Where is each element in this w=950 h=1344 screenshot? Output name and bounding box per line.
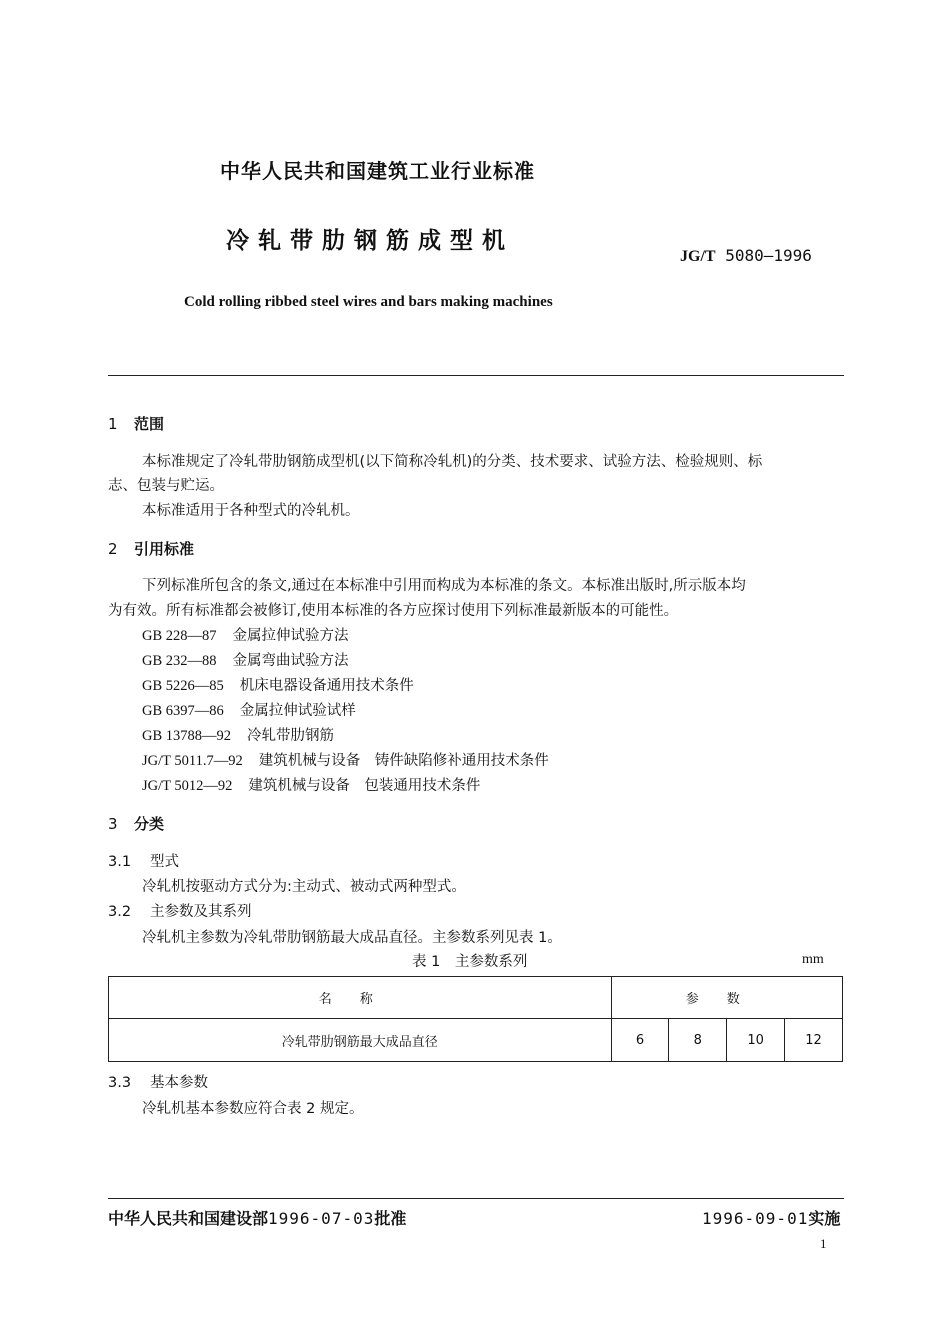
standard-number: [680, 246, 812, 266]
reference-name: 建筑机械与设备 包装通用技术条件: [248, 778, 481, 794]
subsection-3-1-heading: [108, 850, 179, 871]
reference-item: [142, 749, 549, 770]
reference-item: [142, 624, 349, 645]
reference-code: JG/T 5012—92: [142, 778, 233, 794]
value-cell: 8: [669, 1019, 727, 1062]
table-row: [109, 1019, 843, 1062]
issuing-org-heading: 中华人民共和国建筑工业行业标准: [220, 159, 535, 183]
approval-date: 1996-07-03: [268, 1209, 375, 1228]
english-title: Cold rolling ribbed steel wires and bars making machines: [184, 294, 553, 310]
reference-name: 金属弯曲试验方法: [232, 653, 349, 669]
table-1: [108, 976, 843, 1062]
reference-item: [142, 649, 349, 670]
subsection-3-1-text: 冷轧机按驱动方式分为:主动式、被动式两种型式。: [142, 879, 466, 895]
reference-item: [142, 724, 334, 745]
reference-item: [142, 674, 414, 695]
header-divider: [108, 375, 844, 376]
subsection-3-2-title: 主参数及其系列: [150, 904, 252, 920]
standard-code: 5080—1996: [725, 246, 812, 265]
value-cell: 10: [727, 1019, 785, 1062]
reference-name: 冷轧带肋钢筋: [247, 728, 335, 744]
reference-code: GB 228—87: [142, 628, 217, 644]
approval-line: [108, 1206, 406, 1229]
subsection-3-3-number: 3.3: [108, 1075, 132, 1091]
subsection-3-2-heading: [108, 900, 252, 921]
subsection-3-3-title: 基本参数: [150, 1075, 208, 1091]
subsection-3-2-number: 3.2: [108, 904, 132, 920]
reference-item: [142, 774, 480, 795]
implementation-suffix: 实施: [808, 1209, 841, 1228]
section-1-number: 1: [108, 415, 118, 433]
table-1-caption: 表 1 主参数系列: [412, 954, 528, 970]
footer-divider: [108, 1198, 844, 1199]
section-3-heading: [108, 813, 164, 834]
section-3-title: 分类: [134, 815, 165, 833]
header-params-label: 参数: [685, 992, 768, 1007]
table-header-row: [109, 977, 843, 1019]
header-name-label: 名称: [318, 992, 401, 1007]
value-cell: 12: [785, 1019, 843, 1062]
header-name-cell: [109, 977, 612, 1019]
subsection-3-3-text: 冷轧机基本参数应符合表 2 规定。: [142, 1101, 364, 1117]
reference-code: GB 13788—92: [142, 728, 232, 744]
subsection-3-2-text: 冷轧机主参数为冷轧带肋钢筋最大成品直径。主参数系列见表 1。: [142, 930, 562, 946]
approval-org: 中华人民共和国建设部: [108, 1209, 269, 1228]
section-2-title: 引用标准: [134, 540, 195, 558]
reference-code: GB 6397—86: [142, 703, 224, 719]
section-2-para-line-2: 为有效。所有标准都会被修订,使用本标准的各方应探讨使用下列标准最新版本的可能性。: [108, 603, 679, 619]
implementation-date: 1996-09-01: [702, 1209, 809, 1228]
implementation-line: [702, 1206, 840, 1229]
page-number: 1: [820, 1236, 827, 1251]
section-1-title: 范围: [134, 415, 165, 433]
reference-name: 机床电器设备通用技术条件: [239, 678, 414, 694]
section-3-number: 3: [108, 815, 118, 833]
reference-code: JG/T 5011.7—92: [142, 753, 243, 769]
section-2-para-line-1: 下列标准所包含的条文,通过在本标准中引用而构成为本标准的条文。本标准出版时,所示版本均: [142, 578, 746, 594]
subsection-3-3-heading: [108, 1071, 208, 1092]
section-2-heading: [108, 538, 194, 559]
section-1-para-2: 本标准适用于各种型式的冷轧机。: [142, 503, 360, 519]
section-1-para-1-line-1: 本标准规定了冷轧带肋钢筋成型机(以下简称冷轧机)的分类、技术要求、试验方法、检验规则、标: [142, 454, 763, 470]
reference-code: GB 232—88: [142, 653, 217, 669]
subsection-3-1-number: 3.1: [108, 854, 132, 870]
row-label-cell: 冷轧带肋钢筋最大成品直径: [109, 1019, 612, 1062]
value-cell: 6: [611, 1019, 669, 1062]
section-1-heading: [108, 413, 164, 434]
header-params-cell: [611, 977, 842, 1019]
document-title: 冷轧带肋钢筋成型机: [226, 228, 514, 254]
reference-code: GB 5226—85: [142, 678, 224, 694]
section-2-number: 2: [108, 540, 118, 558]
reference-name: 金属拉伸试验方法: [232, 628, 349, 644]
reference-item: [142, 699, 356, 720]
approval-suffix: 批准: [374, 1209, 407, 1228]
table-1-unit: mm: [802, 952, 824, 967]
reference-name: 建筑机械与设备 铸件缺陷修补通用技术条件: [258, 753, 549, 769]
subsection-3-1-title: 型式: [150, 854, 179, 870]
reference-name: 金属拉伸试验试样: [239, 703, 356, 719]
standard-prefix: JG/T: [680, 248, 716, 265]
section-1-para-1-line-2: 志、包装与贮运。: [108, 478, 224, 494]
